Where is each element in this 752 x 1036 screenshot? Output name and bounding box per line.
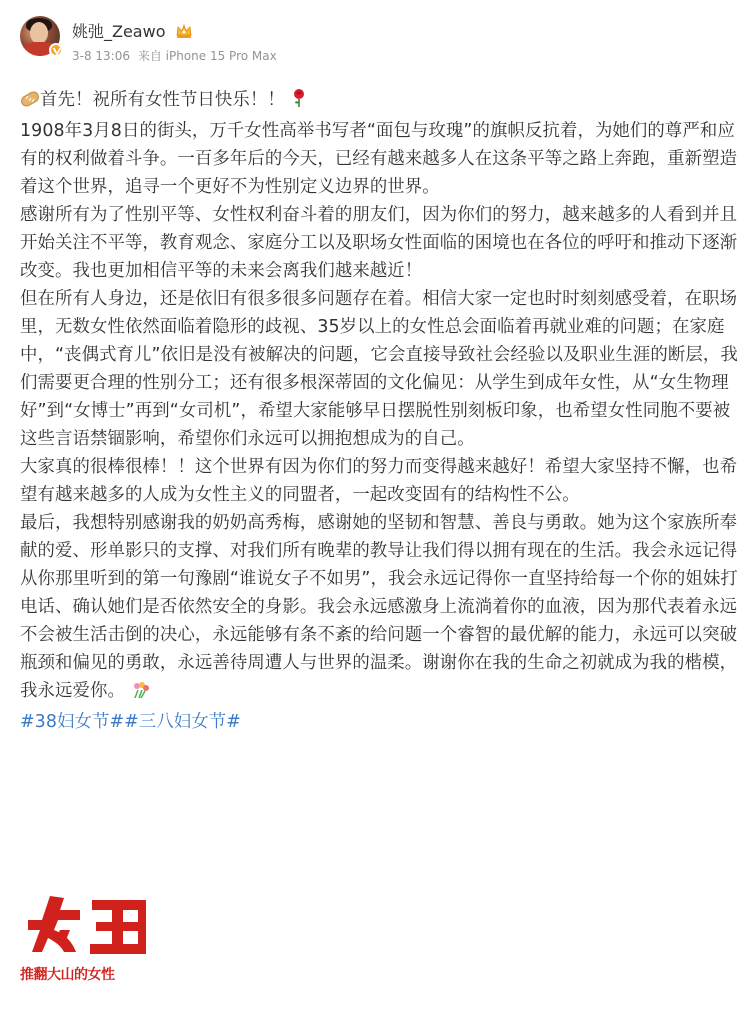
crown-icon [175,23,193,43]
hashtag-link[interactable]: #三八妇女节# [124,712,241,732]
post-paragraph: 首先！祝所有女性节日快乐！！ [40,90,285,110]
post-image[interactable] [20,890,155,1010]
post-meta [72,47,277,64]
username-text[interactable]: 姚弛_Zeawo [72,22,166,41]
post-paragraph-intro [20,86,738,117]
bread-icon [20,89,40,117]
v-badge-icon [49,43,63,57]
post-paragraph-closing [20,509,738,708]
post-paragraph: 但在所有人身边，还是依旧有很多很多问题存在着。相信大家一定也时时刻刻感受着，在职场里，无数女性依然面临着隐形的歧视、35岁以上的女性总会面临着再就业难的问题；在家庭中，“丧偶式育儿”依旧是没有被解决的问题，它会直接导致社会经验以及职业生涯的断层，我们需要更合理的性别分工；还有很多根深蒂固的文化偏见：从学生到成年女性，从“女生物理好”到“女博士”再到“女司机”，希望大家能够早日摆脱性别刻板印象，也希望女性同胞不要被这些言语禁锢影响，希望你们永远可以拥抱想成为的自己。 [20,289,738,449]
post-paragraph: 最后，我想特别感谢我的奶奶高秀梅，感谢她的坚韧和智慧、善良与勇敢。她为这个家族所奉献的爱、形单影只的支撑、对我们所有晚辈的教导让我们得以拥有现在的生活。我会永远记得从你那里听到的第一句豫剧“谁说女子不如男”，我会永远记得你一直坚持给每一个你的姐妹打电话、确认她们是否依然安全的身影。我会永远感激身上流淌着你的血液，因为那代表着永远不会被生活击倒的决心，永远能够有条不紊的给问题一个睿智的最优解的能力，永远可以突破瓶颈和偏见的勇敢，永远善待周遭人与世界的温柔。谢谢你在我的生命之初就成为我的楷模，我永远爱你。 [20,513,738,701]
post-source: 来自 iPhone 15 Pro Max [137,49,277,63]
poster-subtitle: 推翻大山的女性 [20,967,115,983]
post-paragraph: 感谢所有为了性别平等、女性权利奋斗着的朋友们，因为你们的努力，越来越多的人看到并且开始关注不平等，教育观念、家庭分工以及职场女性面临的困境也在各位的呼吁和推动下逐渐改变。我也更加相信平等的未来会离我们越来越近！ [20,205,738,281]
post-paragraph: 1908年3月8日的街头，万千女性高举书写者“面包与玫瑰”的旗帜反抗着，为她们的尊严和应有的权利做着斗争。一百多年后的今天，已经有越来越多人在这条平等之路上奔跑，重新塑造着这个世界，追寻一个更好不为性别定义边界的世界。 [20,121,738,197]
hashtag-row [20,708,738,736]
username[interactable] [72,19,193,43]
post-header [20,14,732,70]
post-paragraph: 大家真的很棒很棒！！这个世界有因为你们的努力而变得越来越好！希望大家坚持不懈，也希望有越来越多的人成为女性主义的同盟者，一起改变固有的结构性不公。 [20,457,738,505]
poster-title-art [20,890,155,970]
bouquet-icon [131,680,151,708]
hashtag-link[interactable]: #38妇女节# [20,712,125,732]
post-time[interactable]: 3-8 13:06 [72,49,130,63]
rose-icon [291,88,307,117]
post-body [20,86,738,736]
